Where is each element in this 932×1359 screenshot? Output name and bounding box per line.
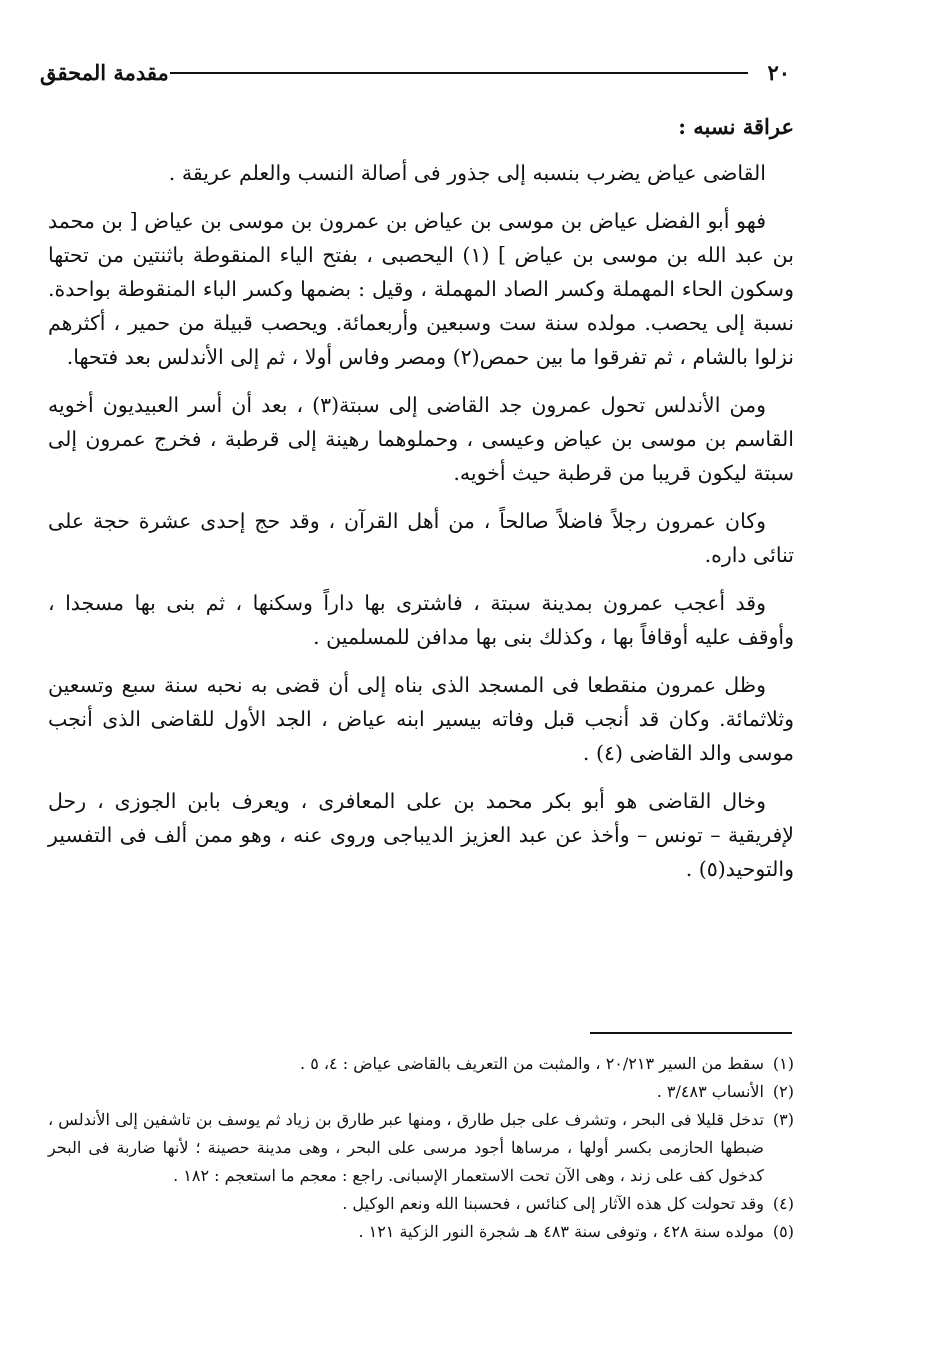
footnote-number: (١) <box>772 1054 794 1073</box>
page-header <box>40 52 792 96</box>
footnote <box>48 1106 794 1190</box>
footnote-text: الأنساب ٣/٤٨٣ . <box>656 1082 764 1101</box>
paragraph: وخال القاضى هو أبو بكر محمد بن على المعافرى ، ويعرف بابن الجوزى ، رحل لإفريقية – تونس – وأخذ عن عبد العزيز الديباجى وروى عنه ، وهو ممن ألف فى التفسير والتوحيد(٥) . <box>48 789 794 881</box>
footnote-separator <box>590 1032 792 1034</box>
paragraph: وظل عمرون منقطعا فى المسجد الذى بناه إلى أن قضى به نحبه سنة سبع وتسعين وثلاثمائة. وكان قد أنجب قبل وفاته بيسير ابنه عياض ، الجد الأول للقاضى الذى أنجب موسى والد القاضى (٤) . <box>48 673 794 765</box>
footnote-number: (٥) <box>772 1222 794 1241</box>
main-text <box>48 110 794 900</box>
paragraph: القاضى عياض يضرب بنسبه إلى جذور فى أصالة النسب والعلم عريقة . <box>168 161 766 185</box>
footnote <box>48 1050 794 1078</box>
footnote-text: سقط من السير ٢٠/٢١٣ ، والمثبت من التعريف بالقاضى عياض : ٤، ٥ . <box>300 1054 764 1073</box>
page-number: ٢٠ <box>767 60 790 85</box>
footnote <box>48 1218 794 1246</box>
footnote-number: (٣) <box>772 1110 794 1129</box>
paragraph: فهو أبو الفضل عياض بن موسى بن عياض بن عمرون بن موسى بن عياض [ بن محمد بن عبد الله بن موسى بن عياض ] (١) اليحصبى ، بفتح الياء المنقوطة باثنتين من تحتها وسكون الحاء المهملة وكسر الصاد المهملة ، وقيل : بضمها وكسر الباء المنقوطة بواحدة. نسبة إلى يحصب. مولده سنة ست وسبعين وأربعمائة. ويحصب قبيلة من حمير ، أكثرهم نزلوا بالشام ، ثم تفرقوا ما بين حمص(٢) ومصر وفاس أولا ، ثم إلى الأندلس بعد فتحها. <box>48 209 794 369</box>
section-title: عراقة نسبه : <box>678 114 794 139</box>
running-title: مقدمة المحقق <box>40 60 169 85</box>
paragraph: ومن الأندلس تحول عمرون جد القاضى إلى سبتة(٣) ، بعد أن أسر العبيديون أخويه القاسم بن موسى بن عياض وعيسى ، وحملوهما رهينة إلى قرطبة ، فخرج عمرون إلى سبتة ليكون قريبا من قرطبة حيث أخويه. <box>48 393 794 485</box>
footnote-text: وقد تحولت كل هذه الآثار إلى كنائس ، فحسبنا الله ونعم الوكيل . <box>342 1194 764 1213</box>
header-rule <box>170 72 748 74</box>
footnote-text: تدخل قليلا فى البحر ، وتشرف على جبل طارق ، ومنها عبر طارق بن زياد ثم يوسف بن تاشفين إلى الأندلس ، ضبطها الحازمى بكسر أولها ، مرساها أجود مرسى على البحر ، وهى مدينة حصينة ؛ لأنها ضاربة فى البحر كدخول كف على زند ، وهى الآن تحت الاستعمار الإسبانى. راجع : معجم ما استعجم : ١٨٢ . <box>48 1110 764 1185</box>
paragraph: وقد أعجب عمرون بمدينة سبتة ، فاشترى بها داراً وسكنها ، ثم بنى بها مسجدا ، وأوقف عليه أوقافاً بها ، وكذلك بنى بها مدافن للمسلمين . <box>48 591 794 649</box>
paragraph: وكان عمرون رجلاً فاضلاً صالحاً ، من أهل القرآن ، وقد حج إحدى عشرة حجة على تنائى داره. <box>48 509 794 567</box>
footnote <box>48 1078 794 1106</box>
footnote-text: مولده سنة ٤٢٨ ، وتوفى سنة ٤٨٣ هـ شجرة النور الزكية ١٢١ . <box>358 1222 764 1241</box>
footnote-number: (٤) <box>772 1194 794 1213</box>
footnotes <box>48 1050 794 1246</box>
footnote-number: (٢) <box>772 1082 794 1101</box>
footnote <box>48 1190 794 1218</box>
